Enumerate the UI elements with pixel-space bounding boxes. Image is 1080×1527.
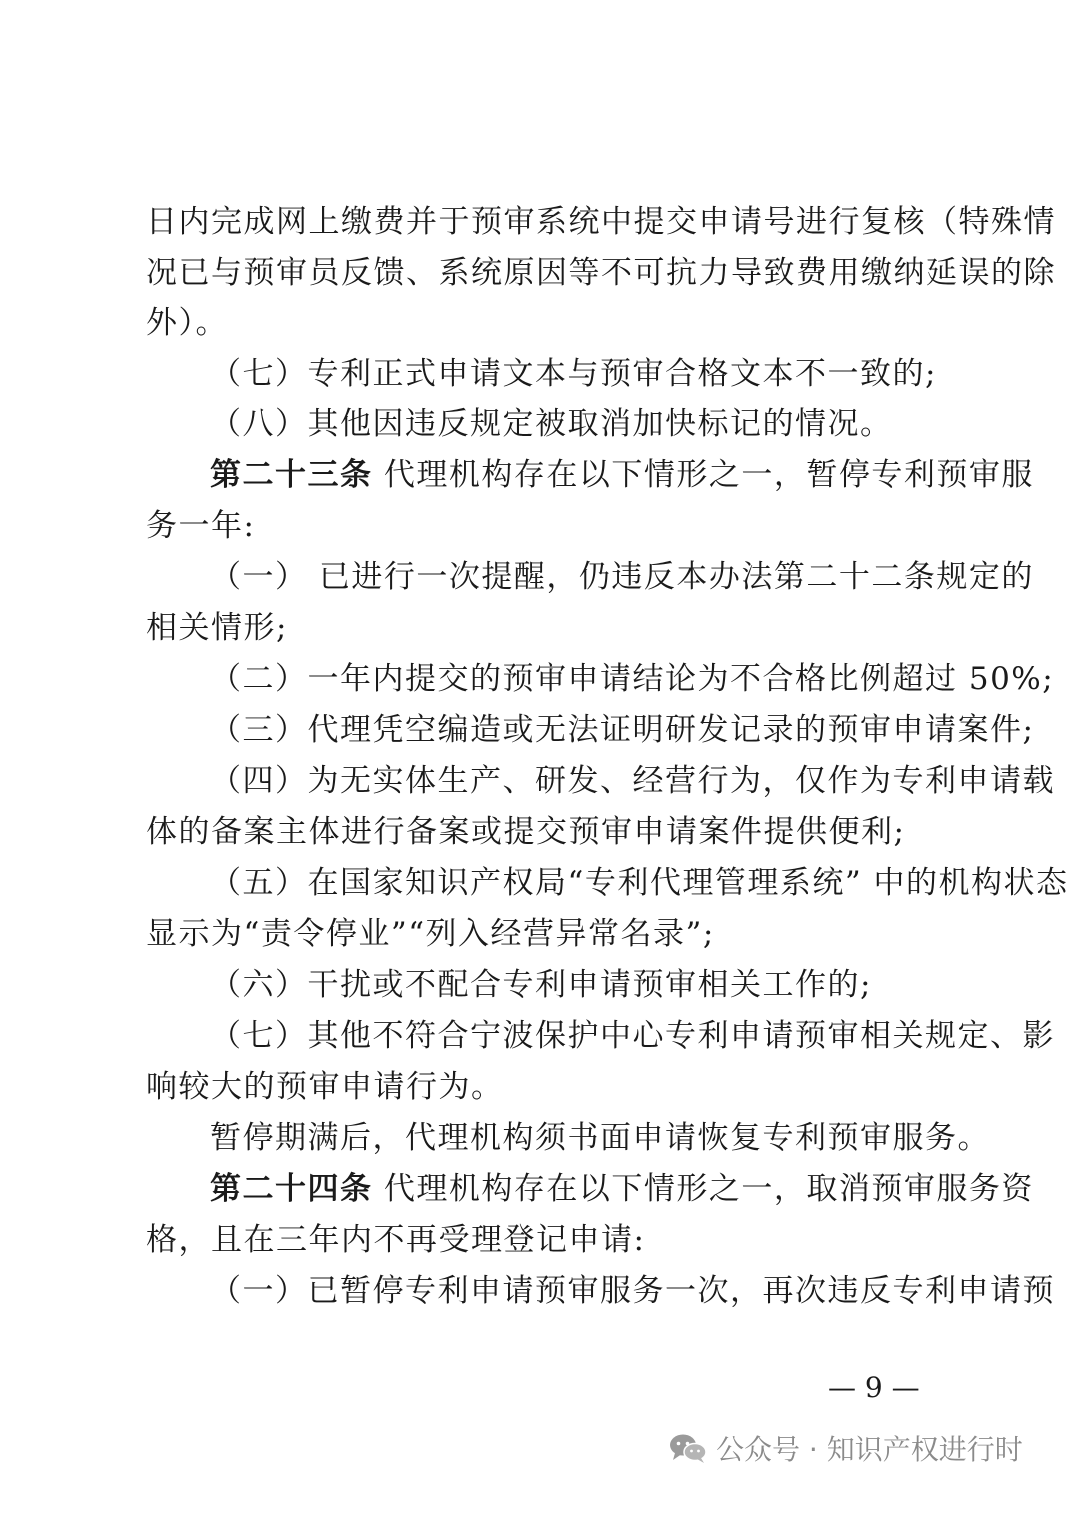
text-line: 格，且在三年内不再受理登记申请: xyxy=(146,1222,646,1258)
text-line: 日内完成网上缴费并于预审系统中提交申请号进行复核（特殊情 xyxy=(146,204,1056,240)
text-line: （二）一年内提交的预审申请结论为不合格比例超过 50%; xyxy=(210,661,1055,697)
text-line: （三）代理凭空编造或无法证明研发记录的预审申请案件; xyxy=(210,712,1035,748)
page-number: — 9 — xyxy=(828,1371,920,1404)
text-line: 外）。 xyxy=(146,305,228,341)
text-line: （一） 已进行一次提醒，仍违反本办法第二十二条规定的 xyxy=(210,559,1034,595)
article-23-first-line xyxy=(210,455,1034,495)
text-line: （七）其他不符合宁波保护中心专利申请预审相关规定、影 xyxy=(210,1018,1055,1054)
text-line: （八）其他因违反规定被取消加快标记的情况。 xyxy=(210,406,893,442)
wechat-icon xyxy=(668,1432,708,1464)
watermark-text: 公众号 · 知识产权进行时 xyxy=(716,1433,1023,1466)
text-line: 相关情形; xyxy=(146,610,288,646)
text-line: （四）为无实体生产、研发、经营行为，仅作为专利申请载 xyxy=(210,763,1055,799)
article-23-heading: 第二十三条 xyxy=(210,457,373,493)
text-line: 响较大的预审申请行为。 xyxy=(146,1069,504,1105)
text-line: 显示为“责令停业”“列入经营异常名录”; xyxy=(146,916,715,952)
text-line: 务一年: xyxy=(146,508,256,544)
text-line: （五）在国家知识产权局“专利代理管理系统” 中的机构状态 xyxy=(210,865,1069,901)
text-span: 代理机构存在以下情形之一，暂停专利预审服 xyxy=(383,457,1034,493)
text-line: （一）已暂停专利申请预审服务一次，再次违反专利申请预 xyxy=(210,1273,1055,1309)
text-span xyxy=(373,1171,384,1207)
text-line: （六）干扰或不配合专利申请预审相关工作的; xyxy=(210,967,872,1003)
watermark xyxy=(668,1428,1023,1468)
text-line: （七）专利正式申请文本与预审合格文本不一致的; xyxy=(210,356,937,392)
text-line: 体的备案主体进行备案或提交预审申请案件提供便利; xyxy=(146,814,906,850)
text-line: 暂停期满后，代理机构须书面申请恢复专利预审服务。 xyxy=(210,1120,990,1156)
text-span: 代理机构存在以下情形之一，取消预审服务资 xyxy=(383,1171,1034,1207)
article-24-heading: 第二十四条 xyxy=(210,1171,373,1207)
article-24-first-line xyxy=(210,1169,1034,1209)
text-span xyxy=(373,457,384,493)
text-line: 况已与预审员反馈、系统原因等不可抗力导致费用缴纳延误的除 xyxy=(146,255,1056,291)
